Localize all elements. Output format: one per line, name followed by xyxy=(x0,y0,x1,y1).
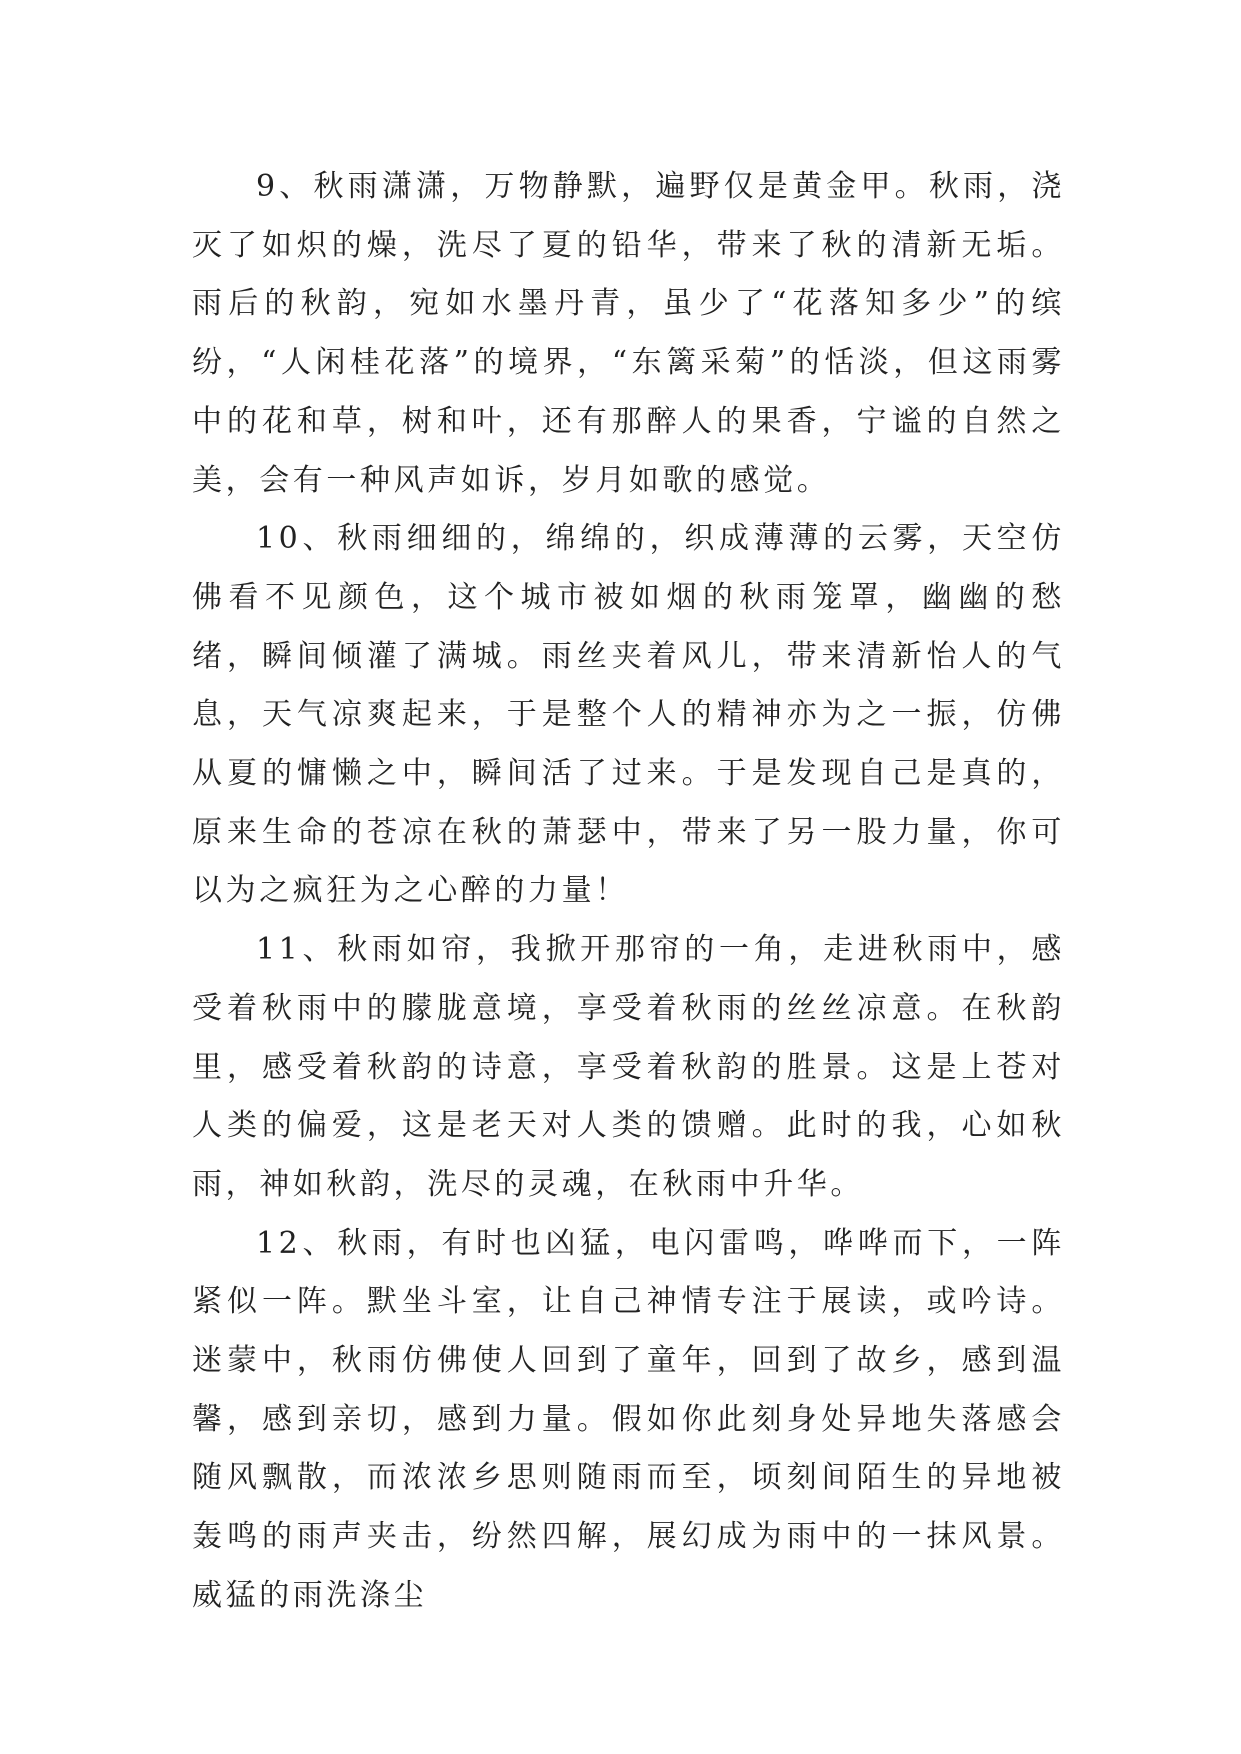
paragraph-11: 11、秋雨如帘，我掀开那帘的一角，走进秋雨中，感受着秋雨中的朦胧意境，享受着秋雨的丝丝凉意。在秋韵里，感受着秋韵的诗意，享受着秋韵的胜景。这是上苍对人类的偏爱，这是老天对人类的馈赠。此时的我，心如秋雨，神如秋韵，洗尽的灵魂，在秋雨中升华。 xyxy=(192,932,1065,1202)
paragraph-10: 10、秋雨细细的，绵绵的，织成薄薄的云雾，天空仿佛看不见颜色，这个城市被如烟的秋雨笼罩，幽幽的愁绪，瞬间倾灌了满城。雨丝夹着风儿，带来清新怡人的气息，天气凉爽起来，于是整个人的精神亦为之一振，仿佛从夏的慵懒之中，瞬间活了过来。于是发现自己是真的，原来生命的苍凉在秋的萧瑟中，带来了另一股力量，你可以为之疯狂为之心醉的力量！ xyxy=(192,521,1065,909)
document-body xyxy=(192,158,1065,1626)
paragraph-9: 9、秋雨潇潇，万物静默，遍野仅是黄金甲。秋雨，浇灭了如炽的燥，洗尽了夏的铅华，带来了秋的清新无垢。雨后的秋韵，宛如水墨丹青，虽少了“花落知多少”的缤纷，“人闲桂花落”的境界，“东篱采菊”的恬淡，但这雨雾中的花和草，树和叶，还有那醉人的果香，宁谧的自然之美，会有一种风声如诉，岁月如歌的感觉。 xyxy=(192,169,1065,498)
paragraph-12: 12、秋雨，有时也凶猛，电闪雷鸣，哗哗而下，一阵紧似一阵。默坐斗室，让自己神情专注于展读，或吟诗。迷蒙中，秋雨仿佛使人回到了童年，回到了故乡，感到温馨，感到亲切，感到力量。假如你此刻身处异地失落感会随风飘散，而浓浓乡思则随雨而至，顷刻间陌生的异地被轰鸣的雨声夹击，纷然四解，展幻成为雨中的一抹风景。威猛的雨洗涤尘 xyxy=(192,1225,1065,1613)
